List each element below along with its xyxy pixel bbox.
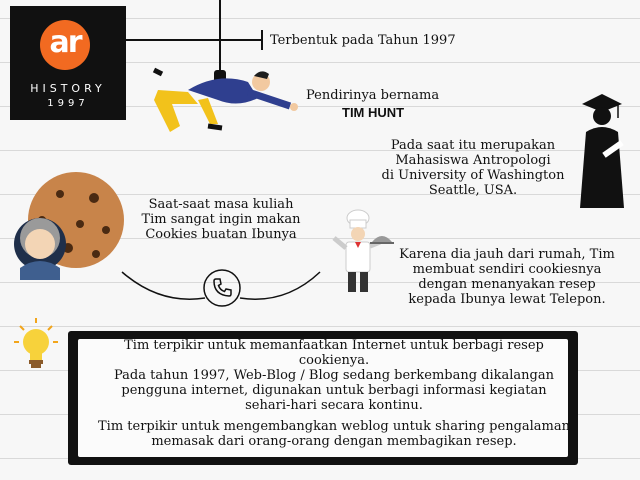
- cookies-line-3: Cookies buatan Ibunya: [145, 227, 297, 242]
- cookies-line-2: Tim sangat ingin makan: [141, 212, 301, 227]
- idea-text: [84, 338, 584, 449]
- home-line-4: kepada Ibunya lewat Telepon.: [408, 292, 606, 307]
- founder-intro: Pendirinya bernama: [306, 88, 440, 103]
- home-line-1: Karena dia jauh dari rumah, Tim: [399, 247, 615, 262]
- hanging-man-illustration: [148, 60, 298, 150]
- student-line-4: Seattle, USA.: [428, 183, 518, 198]
- founded-text: Terbentuk pada Tahun 1997: [270, 33, 456, 48]
- phone-icon: [202, 268, 242, 308]
- cookie-mother-illustration: [10, 168, 130, 280]
- student-line-2: Mahasiswa Antropologi: [395, 153, 551, 168]
- idea-line-6: Tim terpikir untuk mengembangkan weblog untuk sharing pengalaman: [97, 419, 570, 434]
- founder-name: TIM HUNT: [342, 105, 405, 120]
- logo-word: HISTORY: [30, 82, 106, 95]
- student-line-1: Pada saat itu merupakan: [390, 138, 556, 153]
- logo-mark: ar: [40, 20, 90, 70]
- home-line-3: dengan menanyakan resep: [418, 277, 596, 292]
- idea-line-3: Pada tahun 1997, Web-Blog / Blog sedang berkembang dikalangan: [113, 368, 555, 383]
- cookies-line-1: Saat-saat masa kuliah: [148, 197, 294, 212]
- idea-line-2: cookienya.: [298, 353, 370, 368]
- student-text: [378, 138, 568, 198]
- home-text: [393, 247, 621, 307]
- idea-line-4: pengguna internet, digunakan untuk berbagi informasi kegiatan: [121, 383, 547, 398]
- logo-year: 1997: [47, 98, 89, 109]
- home-line-2: membuat sendiri cookiesnya: [412, 262, 602, 277]
- idea-line-1: Tim terpikir untuk memanfaatkan Internet untuk berbagi resep: [124, 338, 544, 353]
- chef-illustration: [328, 208, 394, 298]
- graduate-silhouette: [572, 92, 634, 218]
- student-line-3: di University of Washington: [381, 168, 565, 183]
- cookies-text: [140, 197, 302, 242]
- idea-line-7: memasak dari orang-orang dengan membagikan resep.: [151, 434, 517, 449]
- idea-line-5: sehari-hari secara kontinu.: [245, 398, 423, 413]
- lightbulb-icon: [12, 316, 60, 372]
